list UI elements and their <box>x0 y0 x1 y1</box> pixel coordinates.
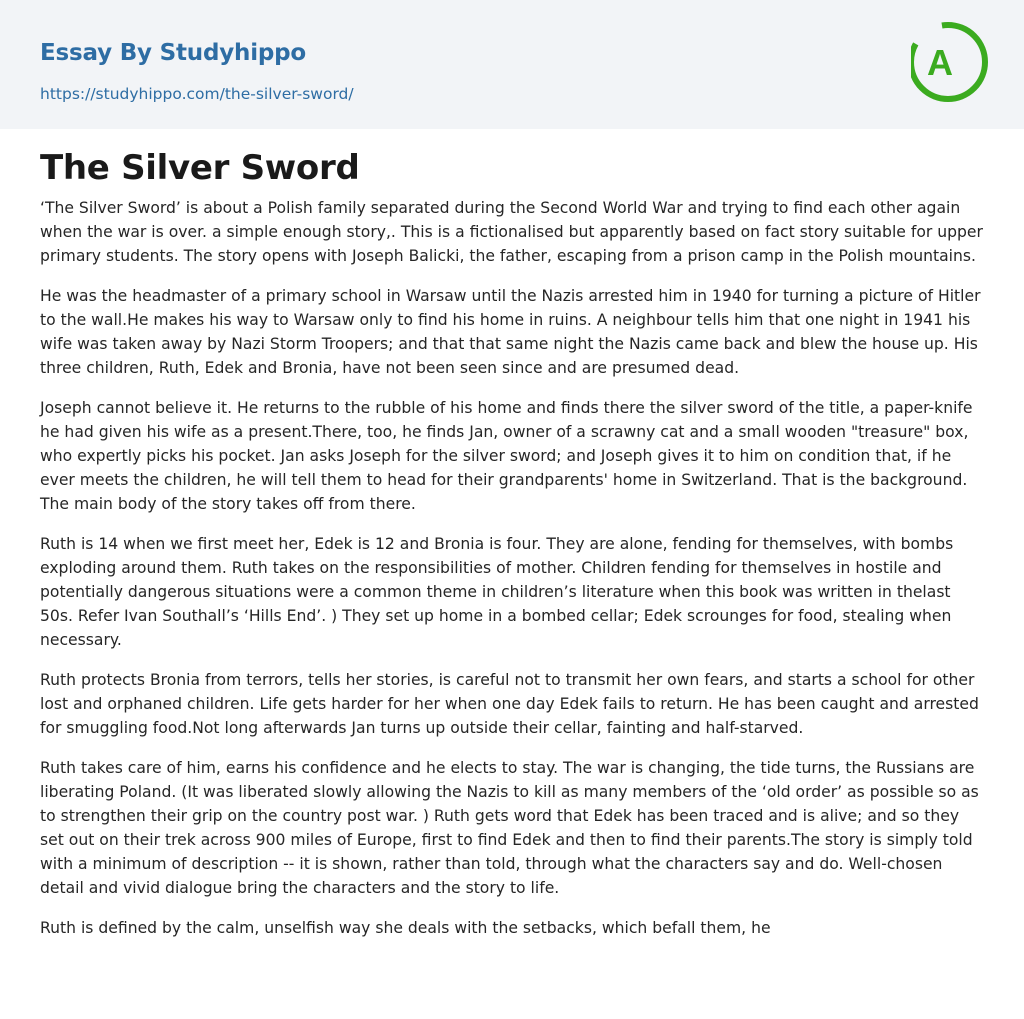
article-paragraph: Ruth is defined by the calm, unselfish way she deals with the setbacks, which befall them, he <box>40 919 771 937</box>
article-paragraph: Ruth takes care of him, earns his confidence and he elects to stay. The war is changing, the tide turns, the Russians are liberating Poland. (It was liberated slowly allowing the Nazis to kill as many members of the ‘old order’ as possible so as to strengthen their grip on the country post war. ) Ruth gets word that Edek has been traced and is alive; and so they set out on their trek across 900 miles of Europe, first to find Edek and then to find their parents.The story is simply told with a minimum of description -- it is shown, rather than told, through what the characters say and do. Well-chosen detail and vivid dialogue bring the characters and the story to life. <box>40 759 979 897</box>
studyhippo-logo-icon[interactable] <box>911 18 989 106</box>
site-brand[interactable]: Essay By Studyhippo <box>40 40 307 66</box>
source-url-link[interactable]: https://studyhippo.com/the-silver-sword/ <box>40 85 354 103</box>
article-paragraph: Ruth protects Bronia from terrors, tells her stories, is careful not to transmit her own fears, and starts a school for other lost and orphaned children. Life gets harder for her when one day Edek fails to return. He has been caught and arrested for smuggling food.Not long afterwards Jan turns up outside their cellar, fainting and half-starved. <box>40 671 979 737</box>
article-title: The Silver Sword <box>40 148 360 188</box>
article-paragraph: He was the headmaster of a primary school in Warsaw until the Nazis arrested him in 1940 for turning a picture of Hitler to the wall.He makes his way to Warsaw only to find his home in ruins. A neighbour tells him that one night in 1941 his wife was taken away by Nazi Storm Troopers; and that that same night the Nazis came back and blew the house up. His three children, Ruth, Edek and Bronia, have not been seen since and are presumed dead. <box>40 287 981 377</box>
article-paragraph: ‘The Silver Sword’ is about a Polish family separated during the Second World War and trying to find each other again when the war is over. a simple enough story,. This is a fictionalised but apparently based on fact story suitable for upper primary students. The story opens with Joseph Balicki, the father, escaping from a prison camp in the Polish mountains. <box>40 199 983 265</box>
article-paragraph: Ruth is 14 when we first meet her, Edek is 12 and Bronia is four. They are alone, fending for themselves, with bombs exploding around them. Ruth takes on the responsibilities of mother. Children fending for themselves in hostile and potentially dangerous situations were a common theme in children’s literature when this book was written in thelast 50s. Refer Ivan Southall’s ‘Hills End’. ) They set up home in a bombed cellar; Edek scrounges for food, stealing when necessary. <box>40 535 954 649</box>
article-body <box>0 129 1024 940</box>
logo-letter: A <box>927 42 953 83</box>
article-paragraph: Joseph cannot believe it. He returns to the rubble of his home and finds there the silver sword of the title, a paper-knife he had given his wife as a present.There, too, he finds Jan, owner of a scrawny cat and a small wooden "treasure" box, who expertly picks his pocket. Jan asks Joseph for the silver sword; and Joseph gives it to him on condition that, if he ever meets the children, he will tell them to head for their grandparents' home in Switzerland. That is the background. The main body of the story takes off from there. <box>40 399 973 513</box>
site-header <box>0 0 1024 129</box>
